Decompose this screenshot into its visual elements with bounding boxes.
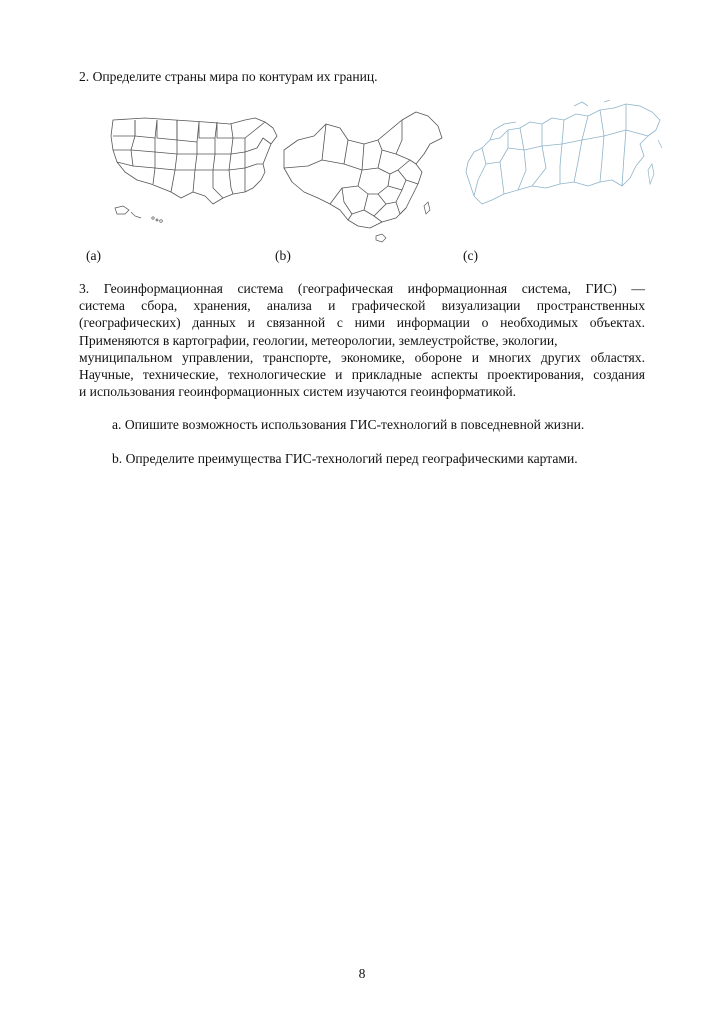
paragraph-line: Применяются в картографии, геологии, метеорологии, землеустройстве, экологии, <box>79 332 558 348</box>
map-china-outline <box>278 110 458 250</box>
china-map-svg <box>278 110 458 250</box>
map-caption-b: (b) <box>275 248 291 263</box>
map-caption-c: (c) <box>463 248 479 263</box>
map-russia-outline <box>464 100 664 220</box>
paragraph-line: система сбора, хранения, анализа и графической визуализации пространственных <box>79 298 645 314</box>
sub-question-b: b. Определите преимущества ГИС-технологий перед географическими картами. <box>112 451 578 466</box>
sub-question-a: a. Опишите возможность использования ГИС-технологий в повседневной жизни. <box>112 417 585 432</box>
russia-map-svg <box>464 100 664 220</box>
page-number: 8 <box>358 966 366 981</box>
paragraph-line: и использования геоинформационных систем изучаются геоинформатикой. <box>79 384 517 400</box>
paragraph-line: муниципальном управлении, транспорте, экономике, обороне и многих других областях. <box>79 349 645 365</box>
paragraph-line: 3. Геоинформационная система (географическая информационная система, ГИС) — <box>79 281 645 296</box>
map-caption-a: (a) <box>86 248 102 263</box>
map-usa-outline <box>105 108 285 228</box>
question-3-paragraph <box>79 280 645 400</box>
usa-map-svg <box>105 108 285 228</box>
paragraph-line: Научные, технические, технологические и прикладные аспекты проектирования, создания <box>79 367 645 383</box>
paragraph-line: (географических) данных и связанной с ними информации о необходимых объектах. <box>79 315 645 331</box>
question-2-title: 2. Определите страны мира по контурам их границ. <box>79 69 378 84</box>
